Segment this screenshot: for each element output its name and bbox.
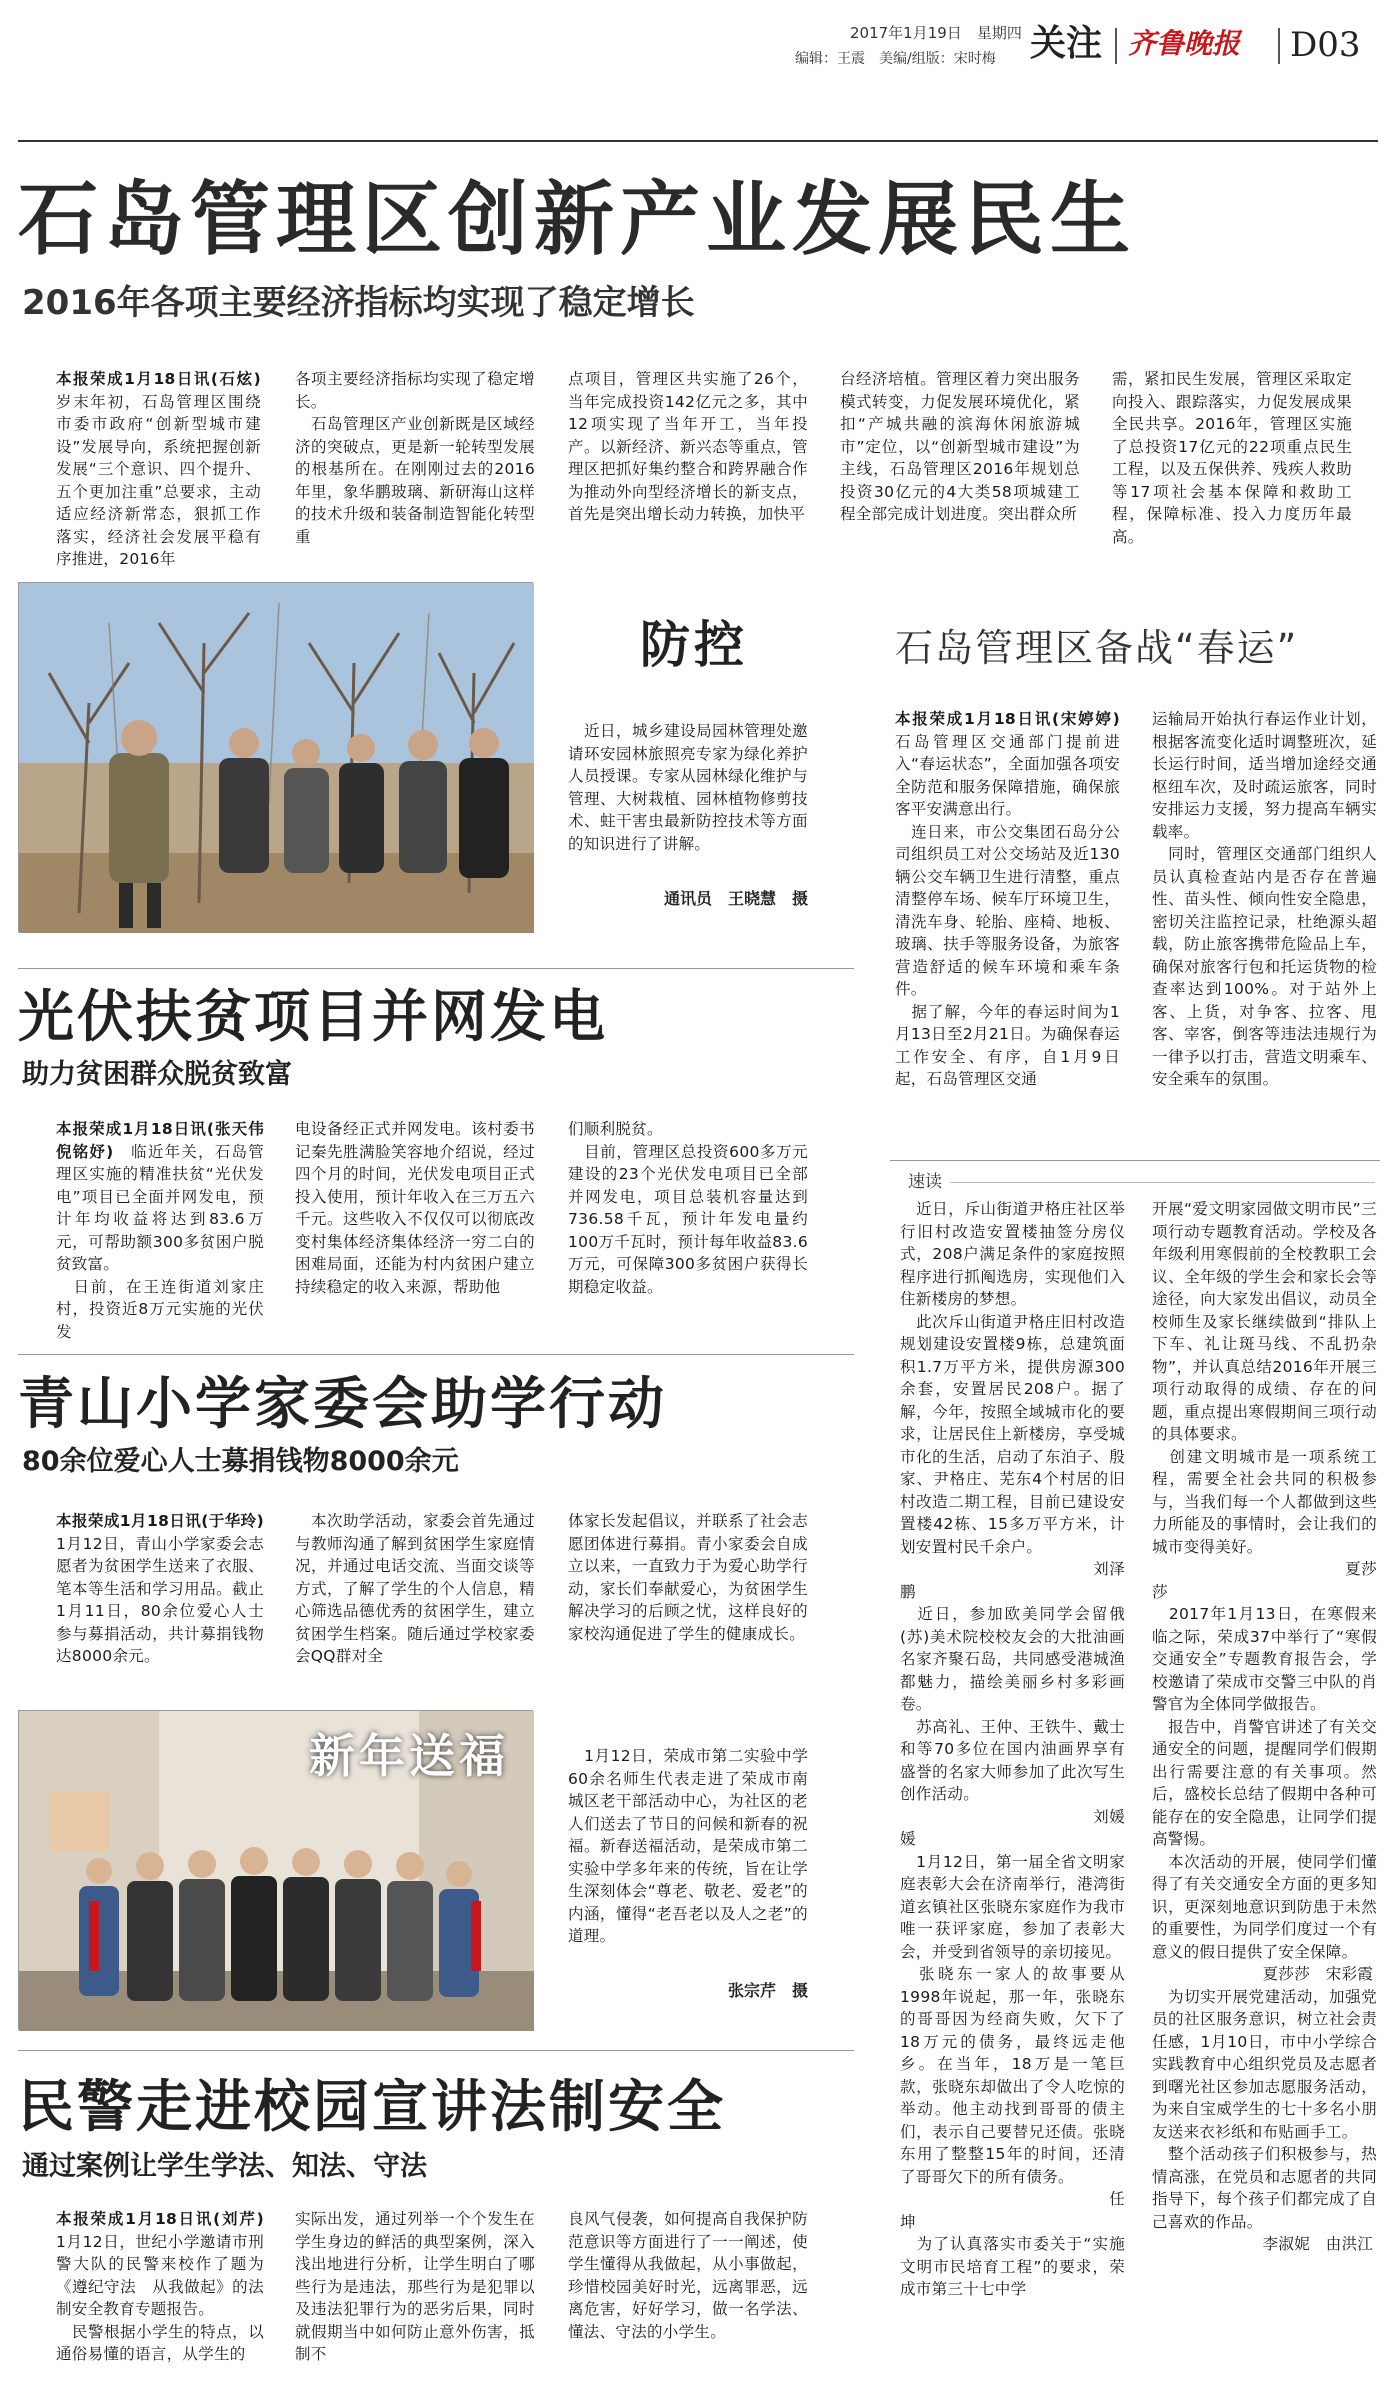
- sudu-label-rule: [950, 1182, 1375, 1183]
- fangkong-credit: 通讯员 王晓慧 摄: [663, 889, 808, 908]
- songfu-caption: 1月12日，荣成市第二实验中学60余名师生代表走进了荣成市南城区老干部活动中心，为社区的老人们送去了节日的问候和新春的祝福。新春送福活动，是荣成市第二实验中学多年来的传统，旨在让学生深刻体会“尊老、敬老、爱老”的内涵，懂得“老吾老以及人之老”的道理。: [568, 1747, 808, 1945]
- guangfu-dateline: 本报荣成1月18日讯(张天伟 倪铭妤): [56, 1120, 280, 1161]
- songfu-credit: 张宗芹 摄: [727, 1981, 808, 2000]
- lead-col-2: 各项主要经济指标均实现了稳定增长。 石岛管理区产业创新既是区域经济的突破点，更是新一轮转型发展的根基所在。在刚刚过去的2016年里，象华鹏玻璃、新研海山这样的技术升级和装备制造智能化转型重: [295, 370, 535, 546]
- qingshan-rule: [18, 1354, 854, 1355]
- minjing-rule: [18, 2050, 854, 2051]
- qingshan-col-2: 本次助学活动，家委会首先通过与教师沟通了解到贫困学生家庭情况，并通过电话交流、当面交谈等方式，了解了学生的个人信息，精心筛选品德优秀的贫困学生，建立贫困学生档案。随后通过学校家委会QQ群对全: [295, 1512, 535, 1665]
- fangkong-photo: [18, 582, 533, 932]
- issue-date: 2017年1月19日 星期四: [850, 24, 1022, 42]
- minjing-subhead: 通过案例让学生学法、知法、守法: [22, 2151, 427, 2182]
- lead-col-4: 台经济培植。管理区着力突出服务模式转变，力促发展环境优化，紧扣“产城共融的滨海休闲旅游城市”定位，以“创新型城市建设”为主线，石岛管理区2016年规划总投资30亿元的4大类58项城建工程全部完成计划进度。突出群众所: [840, 370, 1080, 523]
- sudu-col-2: 开展“爱文明家园做文明市民”三项行动专题教育活动。学校及各年级利用寒假前的全校教职工会议、全年级的学生会和家长会等途径，向大家发出倡议，动员全校师生及家长继续做到“排队上下车、礼让斑马线、不乱扔杂物”，并认真总结2016年开展三项行动取得的成绩、存在的问题，重点提出寒假期间三项行动的具体要求。 创建文明城市是一项系统工程，需要全社会共同的积极参与，当我们每一个人都做到这些力所能及的事情时，会让我们的城市变得美好。 夏莎莎 2017年1月13日，在寒假来临之际，荣成37中举行了“寒假交通安全”专题教育报告会，学校邀请了荣成市交警三中队的肖警官为全体同学做报告。 报告中，肖警官讲述了有关交通安全的问题，提醒同学们假期出行需要注意的有关事项。然后，盛校长总结了假期中各种可能存在的安全隐患，让同学们提高警惕。 本次活动的开展，使同学们懂得了有关交通安全方面的更多知识，更深刻地意识到防患于未然的重要性，为同学们度过一个有意义的假日提供了安全保障。 夏莎莎 宋彩霞 为切实开展党建活动，加强党员的社区服务意识，树立社会责任感，1月10日，市中小学综合实践教育中心组织党员及志愿者到曙光社区参加志愿服务活动，为来自宝威学生的七十多名小朋友送来衣衫纸和布贴画手工。 整个活动孩子们积极参与，热情高涨，在党员和志愿者的共同指导下，每个孩子们都完成了自己喜欢的作品。 李淑妮 由洪江: [1152, 1200, 1377, 2253]
- sudu-label: 速读: [908, 1172, 942, 1192]
- lead-subhead: 2016年各项主要经济指标均实现了稳定增长: [22, 283, 695, 323]
- lead-col-1: [56, 368, 277, 568]
- qingshan-col-3: 体家长发起倡议，并联系了社会志愿团体进行募捐。青小家委会自成立以来，一直致力于为爱心助学行动，家长们奉献爱心，为贫困学生解决学习的后顾之忧，这样良好的家校沟通促进了学生的健康成长。: [568, 1512, 808, 1643]
- guangfu-col-2: 电设备经正式并网发电。该村委书记秦先胜满脸笑容地介绍说，经过四个月的时间，光伏发电项目正式投入使用，预计年收入在三万五六千元。这些收入不仅仅可以彻底改变村集体经济集体经济一穷二白的困难局面，还能为村内贫困户建立持续稳定的收入来源，帮助他: [295, 1120, 535, 1296]
- qingshan-subhead: 80余位爱心人士募捐钱物8000余元: [22, 1446, 459, 1477]
- section-divider: [1115, 28, 1117, 64]
- chunyun-title: 石岛管理区备战“春运”: [895, 626, 1299, 670]
- fangkong-caption: 近日，城乡建设局园林管理处邀请环安园林旅照亮专家为绿化养护人员授课。专家从园林绿化维护与管理、大树栽植、园林植物修剪技术、蛀干害虫最新防控技术等方面的知识进行了讲解。: [568, 722, 808, 853]
- chunyun-col-1: [895, 708, 1120, 1156]
- top-rule: [18, 140, 1378, 142]
- songfu-photo: [18, 1710, 533, 2030]
- minjing-dateline: 本报荣成1月18日讯(刘芹): [56, 2210, 264, 2228]
- minjing-headline: 民警走进校园宣讲法制安全: [18, 2075, 726, 2140]
- qingshan-headline: 青山小学家委会助学行动: [18, 1372, 667, 1437]
- qingshan-dateline: 本报荣成1月18日讯(于华玲): [56, 1512, 264, 1530]
- guangfu-headline: 光伏扶贫项目并网发电: [18, 985, 608, 1050]
- chunyun-col-2: 运输局开始执行春运作业计划，根据客流变化适时调整班次，延长运行时间，适当增加途经交通枢纽车次，及时疏运旅客，同时安排运力支援，努力提高车辆实载率。 同时，管理区交通部门组织人员认真检查站内是否存在普遍性、苗头性、倾向性安全隐患，密切关注监控记录，杜绝源头超载，防止旅客携带危险品上车，确保对旅客行包和托运货物的检查率达到100%。对于站外上客、上货，对争客、拉客、甩客、宰客，倒客等违法违规行为一律予以打击，营造文明乘车、安全乘车的氛围。: [1152, 710, 1377, 1088]
- lead-col-5: 需，紧扣民生发展，管理区采取定向投入、跟踪落实，力促发展成果全民共享。2016年，管理区实施了总投资17亿元的22项重点民生工程，以及五保供养、残疾人救助等17项社会基本保障和救助工程，保障标准、投入力度历年最高。: [1112, 370, 1352, 546]
- fangkong-title: 防控: [640, 616, 748, 674]
- lead-col-3: 点项目，管理区共实施了26个，当年完成投资142亿元之多，其中12项实现了当年开工，当年投产。以新经济、新兴态等重点，管理区把抓好集约整合和跨界融合作为推动外向型经济增长的新支点，首先是突出增长动力转换，加快平: [568, 370, 808, 523]
- minjing-col-1-text: 1月12日，世纪小学邀请市刑警大队的民警来校作了题为《遵纪守法 从我做起》的法制安全教育专题报告。 民警根据小学生的特点，以通俗易懂的语言，从学生的: [56, 2232, 264, 2363]
- guangfu-col-3: 们顺利脱贫。 目前，管理区总投资600多万元建设的23个光伏发电项目已全部并网发电，项目总装机容量达到736.58千瓦，预计年发电量约100万千瓦时，预计每年收益83.6万元，可保障300多贫困户获得长期稳定收益。: [568, 1120, 808, 1296]
- guangfu-rule: [18, 968, 854, 969]
- qingshan-col-1-text: 1月12日，青山小学家委会志愿者为贫困学生送来了衣服、笔本等生活和学习用品。截止1月11日，80余位爱心人士参与募捐活动，共计募捐钱物达8000余元。: [56, 1512, 280, 1665]
- songfu-title: 新年送福: [309, 1729, 509, 1783]
- guangfu-col-1-text: 临近年关，石岛管理区实施的精准扶贫“光伏发电”项目已全面并网发电，预计年均收益将达到83.6万元，可帮助额300多贫困户脱贫致富。 日前，在王连街道刘家庄村，投资近8万元实施的光伏发: [56, 1142, 264, 1341]
- lead-headline: 石岛管理区创新产业发展民生: [18, 173, 1136, 266]
- page-number: D03: [1290, 25, 1361, 65]
- masthead: [700, 8, 1390, 78]
- guangfu-subhead: 助力贫困群众脱贫致富: [22, 1059, 292, 1090]
- editor-credits: 编辑：王震 美编/组版：宋时梅: [795, 51, 996, 67]
- lead-dateline: 本报荣成1月18日讯(石炫): [56, 370, 261, 388]
- chunyun-col-1-text: 石岛管理区交通部门提前进入“春运状态”，全面加强各项安全防范和服务保障措施，确保旅客平安满意出行。 连日来，市公交集团石岛分公司组织员工对公交场站及近130辆公交车辆卫生进行清整，重点清整停车场、候车厅环境卫生，清洗车身、轮胎、座椅、地板、玻璃、扶手等服务设备，为旅客营造舒适的候车环境和乘车条件。 据了解，今年的春运时间为1月13日至2月21日。为确保春运工作安全、有序，自1月9日起，石岛管理区交通: [895, 732, 1120, 1088]
- minjing-col-3: 良风气侵袭，如何提高自我保护防范意识等方面进行了一一阐述，使学生懂得从我做起，从小事做起，珍惜校园美好时光，远离罪恶，远离危害，好好学习，做一名学法、懂法、守法的小学生。: [568, 2210, 808, 2341]
- paper-logo: 齐鲁晚报: [1128, 27, 1241, 60]
- sudu-col-1: 近日，斥山街道尹格庄社区举行旧村改造安置楼抽签分房仪式，208户满足条件的家庭按照程序进行抓阄选房，实现他们入住新楼房的梦想。 此次斥山街道尹格庄旧村改造规划建设安置楼9栋，总建筑面积1.7万平方米，提供房源300余套，安置居民208户。据了解，今年，按照全域城市化的要求，让居民住上新楼房，享受城市化的生活，启动了东泊子、殷家、尹格庄、芜东4个村居的旧村改造二期工程，目前已建设安置楼42栋、15多万平方米，计划安置村民千余户。 刘泽鹏 近日，参加欧美同学会留俄(苏)美术院校校友会的大批油画名家齐聚石岛，共同感受港城渔都魅力，描绘美丽乡村多彩画卷。 苏高礼、王仲、王铁牛、戴士和等70多位在国内油画界享有盛誉的名家大师参加了此次写生创作活动。 刘媛媛 1月12日，第一届全省文明家庭表彰大会在济南举行，港湾街道玄镇社区张晓东家庭作为我市唯一获评家庭，参加了表彰大会，并受到省领导的亲切接见。 张晓东一家人的故事要从1998年说起，那一年，张晓东的哥哥因为经商失败，欠下了18万元的债务，最终远走他乡。在当年，18万是一笔巨款，张晓东却做出了令人吃惊的举动。他主动找到哥哥的债主们，表示自己要替兄还债。张晓东用了整整15年的时间，还清了哥哥欠下的所有债务。 任坤 为了认真落实市委关于“实施文明市民培育工程”的要求，荣成市第三十七中学: [900, 1200, 1125, 2298]
- guangfu-col-1: [56, 1118, 280, 1341]
- chunyun-dateline: 本报荣成1月18日讯(宋婷婷): [895, 710, 1120, 728]
- qingshan-col-1: [56, 1510, 280, 1680]
- page-divider: [1278, 28, 1280, 64]
- minjing-col-1: [56, 2208, 264, 2390]
- lead-col-1-text: 岁末年初，石岛管理区围绕市委市政府“创新型城市建设”发展导向，系统把握创新发展“三个意识、四个提升、五个更加注重”总要求，主动适应经济新常态，狠抓工作落实，经济社会发展平稳有序推进，2016年: [56, 370, 277, 568]
- section-label: 关注: [1030, 23, 1103, 64]
- issue-weekday: 星期四: [976, 24, 1022, 42]
- minjing-col-2: 实际出发，通过列举一个个发生在学生身边的鲜活的典型案例，深入浅出地进行分析，让学生明白了哪些行为是违法，那些行为是犯罪以及违法犯罪行为的恶劣后果，同时就假期当中如何防止意外伤害，抵制不: [295, 2210, 535, 2363]
